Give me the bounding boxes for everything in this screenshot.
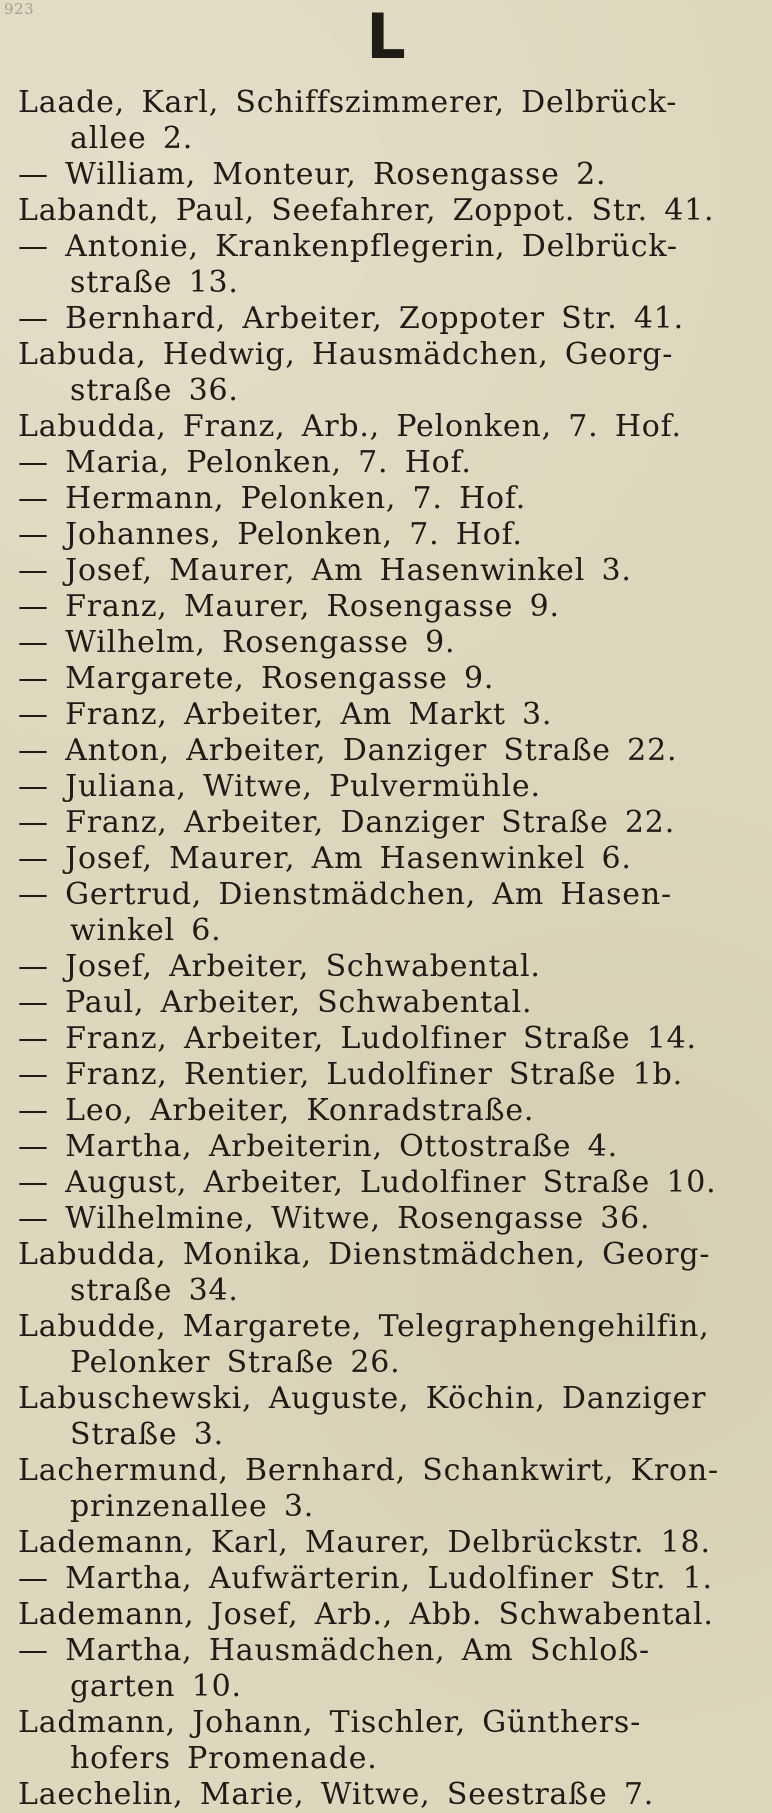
entry-line: — William, Monteur, Rosengasse 2.	[18, 157, 607, 192]
entry-line: — Johannes, Pelonken, 7. Hof.	[18, 517, 523, 552]
entry-continuation-line: straße 13.	[70, 265, 239, 300]
entry-line: — Wilhelmine, Witwe, Rosengasse 36.	[18, 1201, 651, 1236]
entry-line: — Antonie, Krankenpflegerin, Delbrück-	[18, 229, 678, 264]
entry-line: — Martha, Arbeiterin, Ottostraße 4.	[18, 1129, 618, 1164]
entry-continuation-line: Straße 3.	[70, 1417, 224, 1452]
entry-continuation-line: allee 2.	[70, 121, 194, 156]
entry-line: — Anton, Arbeiter, Danziger Straße 22.	[18, 733, 678, 768]
entry-line: Labandt, Paul, Seefahrer, Zoppot. Str. 41.	[18, 193, 715, 228]
entry-line: Ladmann, Johann, Tischler, Günthers-	[18, 1705, 642, 1740]
entry-line: Lademann, Karl, Maurer, Delbrückstr. 18.	[18, 1525, 711, 1560]
entry-line: — Maria, Pelonken, 7. Hof.	[18, 445, 472, 480]
entry-continuation-line: winkel 6.	[70, 913, 222, 948]
entry-line: — Josef, Maurer, Am Hasenwinkel 3.	[18, 553, 632, 588]
entry-line: Labudde, Margarete, Telegraphengehilfin,	[18, 1309, 710, 1344]
entry-line: Laechelin, Marie, Witwe, Seestraße 7.	[18, 1777, 655, 1812]
entry-line: — Franz, Arbeiter, Danziger Straße 22.	[18, 805, 676, 840]
entry-line: Lachermund, Bernhard, Schankwirt, Kron-	[18, 1453, 719, 1488]
entry-continuation-line: straße 34.	[70, 1273, 239, 1308]
entry-line: — Josef, Arbeiter, Schwabental.	[18, 949, 541, 984]
entry-line: Lademann, Josef, Arb., Abb. Schwabental.	[18, 1597, 714, 1632]
entry-line: — Wilhelm, Rosengasse 9.	[18, 625, 456, 660]
entry-line: — Hermann, Pelonken, 7. Hof.	[18, 481, 527, 516]
entry-line: — Leo, Arbeiter, Konradstraße.	[18, 1093, 535, 1128]
entry-line: — Margarete, Rosengasse 9.	[18, 661, 495, 696]
entry-line: Labuschewski, Auguste, Köchin, Danziger	[18, 1381, 707, 1416]
entry-line: — Juliana, Witwe, Pulvermühle.	[18, 769, 541, 804]
entry-line: Labudda, Franz, Arb., Pelonken, 7. Hof.	[18, 409, 682, 444]
page-number: 923	[4, 0, 35, 18]
entry-continuation-line: hofers Promenade.	[70, 1741, 378, 1776]
entry-line: Labuda, Hedwig, Hausmädchen, Georg-	[18, 337, 674, 372]
entry-line: — Franz, Arbeiter, Am Markt 3.	[18, 697, 553, 732]
entry-line: — August, Arbeiter, Ludolfiner Straße 10.	[18, 1165, 717, 1200]
directory-entries	[18, 85, 752, 1813]
entry-line: Labudda, Monika, Dienstmädchen, Georg-	[18, 1237, 711, 1272]
entry-line: — Gertrud, Dienstmädchen, Am Hasen-	[18, 877, 672, 912]
entry-line: Laade, Karl, Schiffszimmerer, Delbrück-	[18, 85, 678, 120]
entry-line: — Martha, Hausmädchen, Am Schloß-	[18, 1633, 650, 1668]
entry-continuation-line: prinzenallee 3.	[70, 1489, 315, 1524]
entry-continuation-line: straße 36.	[70, 373, 239, 408]
entry-line: — Franz, Arbeiter, Ludolfiner Straße 14.	[18, 1021, 697, 1056]
entry-line: — Franz, Maurer, Rosengasse 9.	[18, 589, 560, 624]
entry-continuation-line: garten 10.	[70, 1669, 242, 1704]
entry-line: — Bernhard, Arbeiter, Zoppoter Str. 41.	[18, 301, 685, 336]
entry-line: — Franz, Rentier, Ludolfiner Straße 1b.	[18, 1057, 683, 1092]
entry-continuation-line: Pelonker Straße 26.	[70, 1345, 401, 1380]
section-letter: L	[366, 0, 406, 73]
entry-line: — Paul, Arbeiter, Schwabental.	[18, 985, 533, 1020]
entry-line: — Josef, Maurer, Am Hasenwinkel 6.	[18, 841, 632, 876]
entry-line: — Martha, Aufwärterin, Ludolfiner Str. 1.	[18, 1561, 713, 1596]
